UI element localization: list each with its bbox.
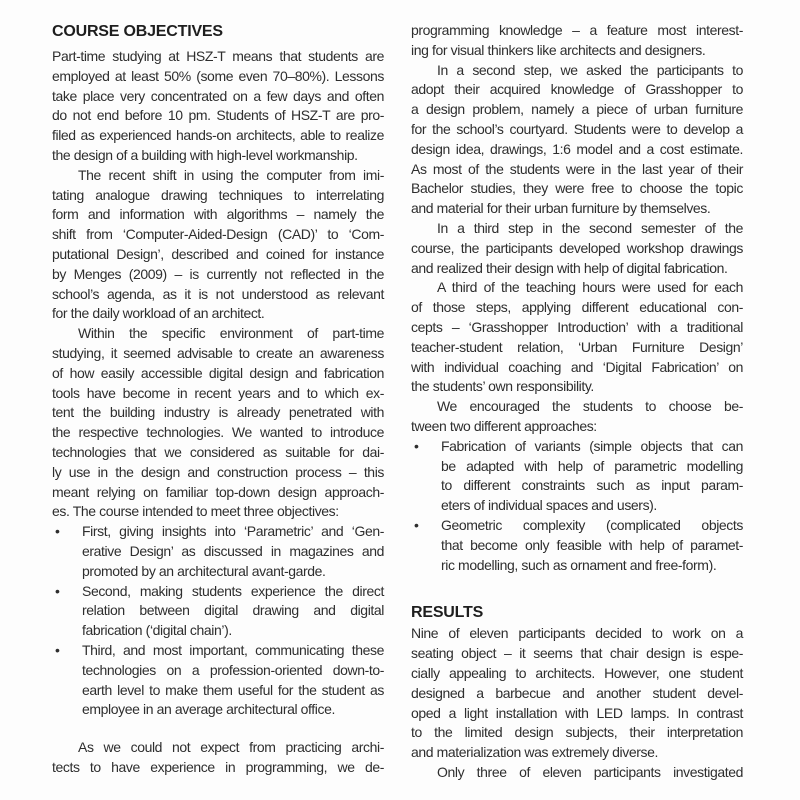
text-line: and realized their design with help of digital fabrication. bbox=[411, 259, 728, 276]
bullet-item bbox=[411, 516, 743, 575]
text-line: erative Design’ as discussed in magazines and bbox=[82, 542, 384, 559]
paragraph bbox=[411, 21, 743, 61]
text-line: for the daily workload of an architect. bbox=[52, 305, 265, 322]
text-line: and materialization was extremely diverse. bbox=[411, 744, 658, 761]
text-line: es. The course intended to meet three objectives: bbox=[52, 503, 339, 520]
text-line: tent the building industry is already penetrated with bbox=[52, 404, 384, 421]
text-line: putational Design’, described and coined for instance bbox=[52, 245, 384, 262]
text-line: Third, and most important, communicating these bbox=[82, 641, 384, 658]
text-line: course, the participants developed workshop drawings bbox=[411, 239, 743, 256]
text-line: shift from ‘Computer-Aided-Design (CAD)’ to ‘Com- bbox=[52, 226, 384, 243]
text-line: ing for visual thinkers like architects and designers. bbox=[411, 41, 706, 58]
text-line: to the limited design subjects, their interpretation bbox=[411, 724, 743, 741]
text-line: Part-time studying at HSZ-T means that students are bbox=[52, 48, 384, 64]
bullet-marker: • bbox=[55, 582, 60, 599]
bullet-marker: • bbox=[55, 641, 60, 658]
text-line: filed as experienced hands-on architects, able to realize bbox=[52, 127, 384, 144]
column-left bbox=[52, 21, 384, 778]
bullet-marker: • bbox=[55, 523, 60, 540]
text-line: earth level to make them useful for the student as bbox=[82, 681, 384, 698]
text-line: As we could not expect from practicing archi- bbox=[78, 739, 384, 756]
text-line: Bachelor studies, they were free to choose the topic bbox=[411, 180, 743, 197]
text-line: programming knowledge – a feature most interest- bbox=[411, 22, 743, 38]
text-line: relation between digital drawing and digital bbox=[82, 602, 384, 619]
text-line: adopt their acquired knowledge of Grasshopper to bbox=[411, 81, 743, 98]
text-line: A third of the teaching hours were used for each bbox=[437, 279, 743, 296]
text-line: employed at least 50% (some even 70–80%). Lessons bbox=[52, 67, 384, 84]
bullet-item bbox=[52, 522, 384, 581]
text-line: the design of a building with high-level workmanship. bbox=[52, 146, 358, 163]
text-line: fabrication (‘digital chain’). bbox=[82, 622, 232, 639]
paragraph bbox=[52, 47, 384, 166]
text-line: school’s agenda, as it is not understood as relevant bbox=[52, 285, 384, 302]
paragraph bbox=[411, 61, 743, 219]
text-line: a design problem, namely a piece of urban furniture bbox=[411, 101, 743, 118]
text-line: cially appealing to architects. However, one student bbox=[411, 664, 743, 681]
text-line: In a second step, we asked the participants to bbox=[437, 61, 743, 78]
text-line: with individual coaching and ‘Digital Fabrication’ on bbox=[411, 358, 743, 375]
text-line: that become only feasible with help of paramet- bbox=[441, 536, 743, 553]
text-line: As most of the students were in the last year of their bbox=[411, 160, 743, 177]
text-line: take place very concentrated on a few days and often bbox=[52, 87, 384, 104]
text-line: teacher-student relation, ‘Urban Furniture Design’ bbox=[411, 338, 743, 355]
text-line: meant relying on familiar top-down design approach- bbox=[52, 483, 384, 500]
text-line: oped a light installation with LED lamps. In contrast bbox=[411, 704, 743, 721]
text-line: ric modelling, such as ornament and free-form). bbox=[441, 556, 717, 573]
text-line: studying, it seemed advisable to create an awareness bbox=[52, 344, 384, 361]
text-line: to different constraints such as input param- bbox=[441, 477, 743, 494]
text-line: tating analogue drawing techniques to interrelating bbox=[52, 186, 384, 203]
text-line: The recent shift in using the computer from imi- bbox=[78, 166, 384, 183]
bullet-marker: • bbox=[414, 516, 419, 533]
text-line: tools have become in recent years and to which ex- bbox=[52, 384, 384, 401]
text-line: be adapted with help of parametric modelling bbox=[441, 457, 743, 474]
text-line: tween two different approaches: bbox=[411, 417, 597, 434]
bullet-item bbox=[52, 582, 384, 641]
paragraph bbox=[411, 624, 743, 782]
bullet-list bbox=[52, 522, 384, 720]
text-line: of those steps, applying different educational con- bbox=[411, 299, 743, 316]
bullet-item bbox=[411, 437, 743, 516]
text-line: by Menges (2009) – is currently not reflected in the bbox=[52, 265, 384, 282]
text-line: eters of individual spaces and users). bbox=[441, 497, 657, 514]
bullet-marker: • bbox=[414, 437, 419, 454]
text-line: Only three of eleven participants investigated bbox=[437, 763, 743, 780]
text-line: technologies on a profession-oriented down-to- bbox=[82, 661, 384, 678]
text-line: the respective technologies. We wanted to introduce bbox=[52, 424, 384, 441]
text-line: the students’ own responsibility. bbox=[411, 378, 594, 395]
text-line: Second, making students experience the direct bbox=[82, 582, 384, 599]
section-heading: COURSE OBJECTIVES bbox=[52, 23, 223, 40]
text-line: and material for their urban furniture by themselves. bbox=[411, 200, 711, 217]
paragraph bbox=[52, 324, 384, 522]
text-line: Fabrication of variants (simple objects that can bbox=[441, 437, 743, 454]
text-line: employee in an average architectural office. bbox=[82, 701, 335, 718]
text-line: We encouraged the students to choose be- bbox=[437, 398, 743, 415]
text-line: Nine of eleven participants decided to work on a bbox=[411, 625, 743, 642]
text-line: First, giving insights into ‘Parametric’ and ‘Gen- bbox=[82, 523, 384, 540]
section-heading: RESULTS bbox=[411, 604, 484, 622]
text-line: In a third step in the second semester of the bbox=[437, 219, 743, 236]
text-line: Within the specific environment of part-time bbox=[78, 325, 384, 342]
text-line: do not end before 10 pm. Students of HSZ-T are pro- bbox=[52, 107, 384, 124]
bullet-list bbox=[411, 437, 743, 576]
paragraph bbox=[411, 278, 743, 397]
text-line: for the school’s courtyard. Students were to develop a bbox=[411, 120, 743, 137]
text-line: tects to have experience in programming, we de- bbox=[52, 758, 384, 775]
bullet-item bbox=[52, 641, 384, 720]
text-line: designed a barbecue and another student devel- bbox=[411, 684, 743, 701]
text-line: promoted by an architectural avant-garde. bbox=[82, 562, 326, 579]
paragraph bbox=[52, 166, 384, 324]
text-line: Geometric complexity (complicated objects bbox=[441, 516, 743, 533]
text-line: ly use in the design and construction process – this bbox=[52, 463, 384, 480]
column-right bbox=[411, 21, 743, 783]
paragraph bbox=[411, 219, 743, 278]
text-line: design idea, drawings, 1:6 model and a cost estimate. bbox=[411, 140, 743, 157]
text-line: technologies that we considered as suitable for dai- bbox=[52, 443, 384, 460]
text-line: of how easily accessible digital design and fabrication bbox=[52, 364, 384, 381]
text-line: form and information with algorithms – namely the bbox=[52, 206, 384, 223]
paragraph bbox=[411, 397, 743, 437]
text-line: seating object – it seems that chair design is espe- bbox=[411, 645, 743, 662]
text-line: cepts – ‘Grasshopper Introduction’ with a traditional bbox=[411, 318, 743, 335]
paragraph bbox=[52, 738, 384, 778]
